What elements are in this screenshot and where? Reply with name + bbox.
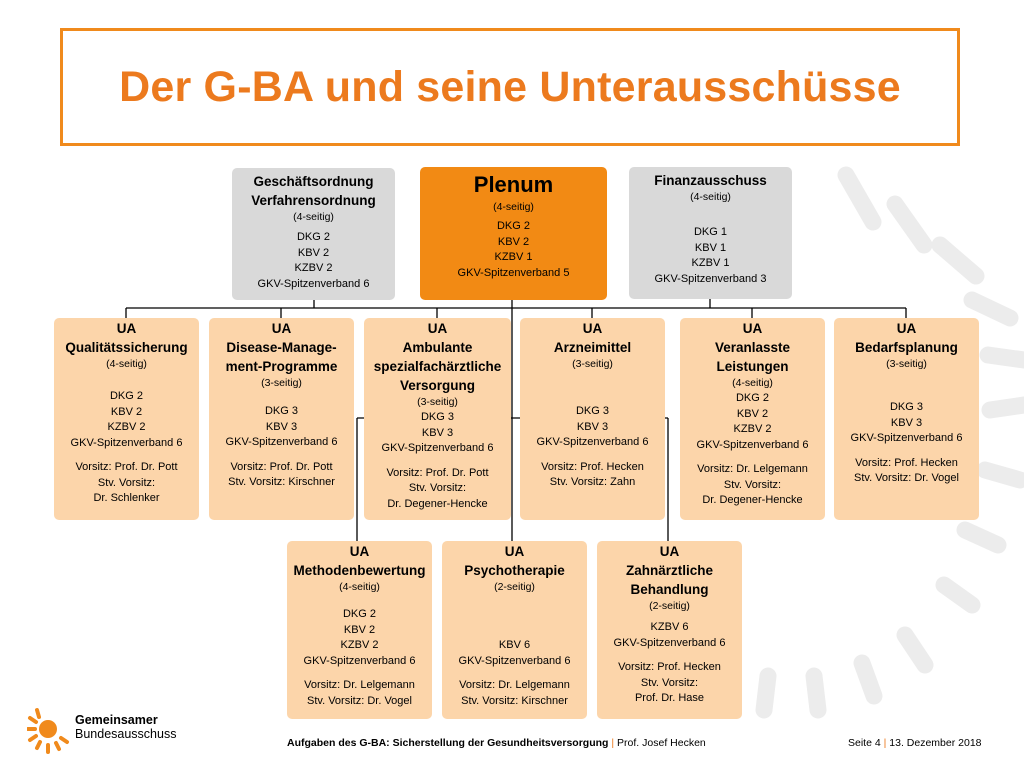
chair-line: Stv. Vorsitz: Kirschner	[461, 694, 568, 707]
member-line: DKG 3	[264, 405, 298, 417]
chair-line: Stv. Vorsitz:	[408, 482, 467, 494]
member-line: KBV 6	[498, 639, 531, 651]
ua-disease-management	[209, 318, 354, 520]
committee-sides: (4-seitig)	[293, 211, 334, 223]
ua-title: spezialfachärztliche	[373, 359, 502, 374]
ua-psychotherapie	[442, 541, 587, 719]
chair-line: Dr. Degener-Hencke	[702, 494, 803, 506]
member-line: DKG 2	[109, 390, 143, 402]
ua-title: ment-Programme	[225, 359, 338, 374]
ua-title: Ambulante	[402, 340, 473, 355]
member-line: DKG 2	[735, 392, 769, 404]
member-line: KZBV 1	[691, 257, 730, 269]
chair-line: Stv. Vorsitz:	[723, 478, 782, 491]
ua-label: UA	[116, 321, 137, 336]
member-line: GKV-Spitzenverband 6	[850, 432, 963, 444]
member-line: KBV 2	[343, 623, 376, 636]
ua-label: UA	[896, 321, 917, 336]
member-line: KZBV 2	[107, 421, 146, 433]
ua-sides: (4-seitig)	[106, 358, 147, 370]
logo-line-2: Bundesausschuss	[75, 727, 177, 741]
member-line: KBV 3	[890, 416, 923, 429]
logo-line-1: Gemeinsamer	[75, 713, 158, 727]
ua-title: Behandlung	[630, 582, 709, 597]
member-line: GKV-Spitzenverband 6	[458, 654, 571, 667]
chair-line: Stv. Vorsitz: Dr. Vogel	[854, 472, 959, 484]
member-line: DKG 3	[575, 405, 609, 417]
chair-line: Vorsitz: Prof. Dr. Pott	[386, 466, 489, 479]
ua-title: Bedarfsplanung	[855, 340, 958, 355]
member-line: KZBV 2	[294, 262, 333, 274]
ua-methodenbewertung	[287, 541, 432, 719]
committee-plenum	[420, 167, 607, 300]
ua-title: Zahnärztliche	[625, 563, 714, 578]
committee-sides: (4-seitig)	[690, 191, 731, 203]
gba-sun-logo-icon	[27, 706, 71, 756]
chair-line: Dr. Schlenker	[93, 492, 160, 504]
ua-title: Veranlasste	[714, 340, 791, 355]
ua-sides: (4-seitig)	[339, 581, 380, 593]
ua-label: UA	[271, 321, 292, 336]
chair-line: Vorsitz: Dr. Lelgemann	[697, 463, 808, 475]
ua-label: UA	[427, 321, 448, 336]
ua-veranlasste-leistungen	[680, 318, 825, 520]
ua-sides: (2-seitig)	[649, 600, 690, 612]
chair-line: Vorsitz: Prof. Hecken	[541, 460, 644, 473]
footer-topic: Aufgaben des G-BA: Sicherstellung der Gesundheitsversorgung	[287, 737, 609, 749]
page-title: Der G-BA und seine Unterausschüsse	[119, 62, 901, 111]
ua-label: UA	[582, 321, 603, 336]
chair-line: Vorsitz: Prof. Hecken	[855, 456, 958, 469]
committee-sides: (4-seitig)	[493, 201, 534, 213]
ua-arzneimittel	[520, 318, 665, 520]
member-line: GKV-Spitzenverband 6	[613, 636, 726, 649]
ua-title: Disease-Manage-	[226, 340, 337, 355]
member-line: DKG 2	[296, 231, 330, 243]
chair-line: Vorsitz: Prof. Dr. Pott	[75, 461, 178, 473]
member-line: DKG 2	[496, 220, 530, 232]
chair-line: Stv. Vorsitz: Kirschner	[228, 476, 335, 488]
footer-center	[287, 737, 706, 749]
chair-line: Dr. Degener-Hencke	[387, 497, 488, 510]
ua-sides: (3-seitig)	[417, 396, 458, 408]
member-line: KZBV 6	[650, 621, 689, 633]
member-line: GKV-Spitzenverband 3	[654, 272, 767, 285]
member-line: GKV-Spitzenverband 5	[457, 266, 570, 279]
member-line: KBV 3	[576, 420, 609, 433]
ua-label: UA	[742, 321, 763, 336]
footer-right	[848, 737, 982, 749]
member-line: KZBV 2	[340, 639, 379, 651]
footer-date: 13. Dezember 2018	[889, 737, 982, 749]
ua-sides: (3-seitig)	[572, 358, 613, 370]
member-line: DKG 1	[693, 226, 727, 238]
ua-label: UA	[349, 544, 370, 559]
member-line: DKG 3	[420, 411, 454, 423]
member-line: KZBV 2	[733, 423, 772, 435]
member-line: GKV-Spitzenverband 6	[381, 442, 494, 454]
chair-line: Stv. Vorsitz: Zahn	[549, 476, 636, 488]
member-line: GKV-Spitzenverband 6	[536, 436, 649, 448]
chair-line: Vorsitz: Prof. Hecken	[618, 661, 721, 673]
footer-separator: |	[883, 737, 887, 749]
footer-page: Seite 4	[848, 737, 881, 749]
ua-sides: (4-seitig)	[732, 377, 773, 389]
member-line: KBV 2	[736, 407, 769, 420]
ua-sides: (2-seitig)	[494, 581, 535, 593]
member-line: KBV 3	[265, 420, 298, 433]
ua-zahnaerztliche-behandlung	[597, 541, 742, 719]
member-line: GKV-Spitzenverband 6	[70, 436, 183, 449]
member-line: GKV-Spitzenverband 6	[696, 438, 809, 451]
member-line: DKG 2	[342, 608, 376, 620]
ua-asv	[364, 318, 511, 520]
ua-bedarfsplanung	[834, 318, 979, 520]
footer-separator: |	[611, 737, 615, 749]
ua-title: Methodenbewertung	[293, 563, 426, 578]
ua-title: Leistungen	[716, 359, 789, 374]
committee-geschaeftsordnung	[232, 168, 395, 300]
chair-line: Stv. Vorsitz:	[640, 676, 699, 689]
member-line: KZBV 1	[494, 251, 533, 263]
member-line: GKV-Spitzenverband 6	[225, 436, 338, 448]
ua-title: Arzneimittel	[553, 340, 632, 355]
committee-title: Finanzausschuss	[654, 173, 767, 188]
chair-line: Vorsitz: Dr. Lelgemann	[459, 679, 570, 691]
committee-title: Verfahrensordnung	[251, 193, 376, 208]
member-line: KBV 2	[497, 235, 530, 248]
plenum-title: Plenum	[473, 172, 554, 197]
chair-line: Prof. Dr. Hase	[634, 692, 705, 704]
member-line: KBV 2	[110, 405, 143, 418]
footer-author: Prof. Josef Hecken	[617, 737, 706, 749]
ua-sides: (3-seitig)	[261, 377, 302, 389]
ua-label: UA	[504, 544, 525, 559]
chair-line: Stv. Vorsitz: Dr. Vogel	[307, 694, 412, 707]
committee-finanzausschuss	[629, 167, 792, 299]
member-line: DKG 3	[889, 401, 923, 413]
ua-title: Psychotherapie	[464, 563, 565, 578]
ua-label: UA	[659, 544, 680, 559]
ua-title: Qualitätssicherung	[65, 340, 188, 355]
chair-line: Stv. Vorsitz:	[97, 476, 156, 489]
member-line: KBV 3	[421, 426, 454, 439]
chair-line: Vorsitz: Prof. Dr. Pott	[230, 460, 333, 473]
member-line: GKV-Spitzenverband 6	[303, 654, 416, 667]
committee-title: Geschäftsordnung	[253, 174, 374, 189]
ua-title: Versorgung	[399, 378, 475, 393]
chair-line: Vorsitz: Dr. Lelgemann	[304, 679, 415, 691]
member-line: KBV 2	[297, 246, 330, 259]
logo-text	[75, 713, 176, 741]
member-line: GKV-Spitzenverband 6	[257, 277, 370, 290]
ua-sides: (3-seitig)	[886, 358, 927, 370]
ua-qualitaetssicherung	[54, 318, 199, 520]
member-line: KBV 1	[694, 241, 727, 254]
